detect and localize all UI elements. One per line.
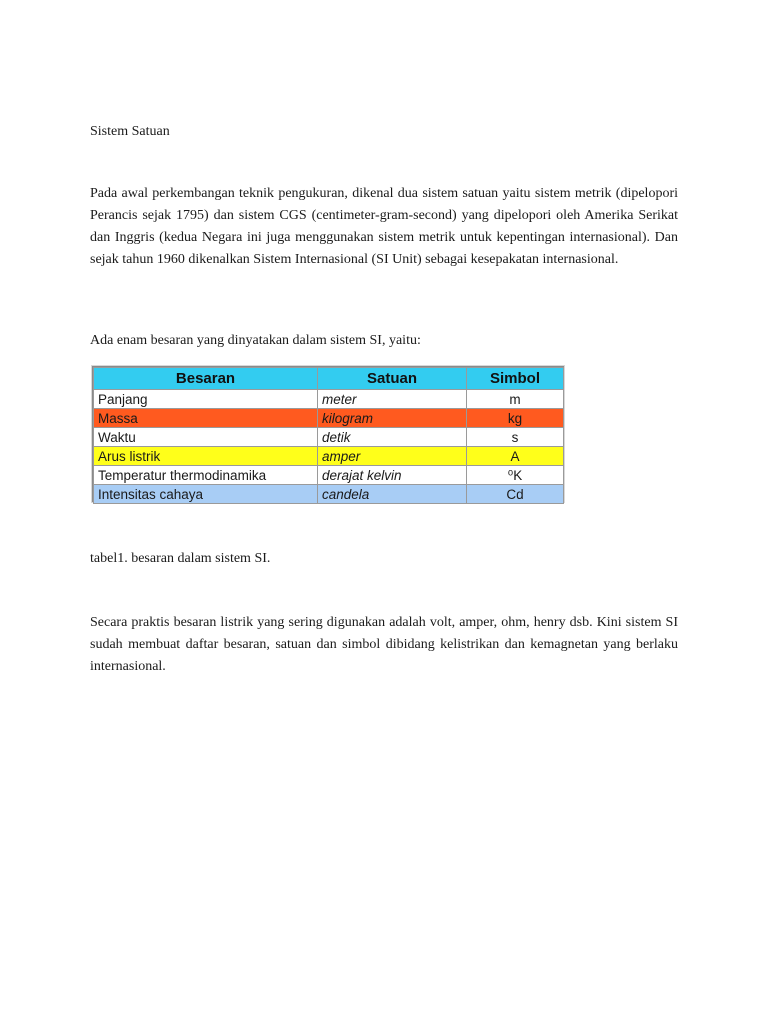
si-table (93, 367, 564, 504)
table-row (94, 390, 564, 409)
cell-besaran: Intensitas cahaya (94, 485, 318, 504)
table-row (94, 428, 564, 447)
cell-satuan: detik (318, 428, 467, 447)
cell-satuan: meter (318, 390, 467, 409)
paragraph-table-intro: Ada enam besaran yang dinyatakan dalam sistem SI, yaitu: (90, 333, 421, 348)
header-simbol: Simbol (467, 368, 564, 390)
cell-simbol: kg (467, 409, 564, 428)
cell-satuan: amper (318, 447, 467, 466)
cell-simbol: ⁰K (467, 466, 564, 485)
cell-simbol: A (467, 447, 564, 466)
table-header-row (94, 368, 564, 390)
table-caption: tabel1. besaran dalam sistem SI. (90, 551, 271, 566)
table-row (94, 409, 564, 428)
cell-besaran: Temperatur thermodinamika (94, 466, 318, 485)
paragraph-closing: Secara praktis besaran listrik yang sering digunakan adalah volt, amper, ohm, henry dsb. Kini sistem SI sudah membuat daftar besaran, satuan dan simbol dibidang kelistrikan dan kemagnetan yang berlaku internasional. (90, 615, 678, 674)
cell-satuan: kilogram (318, 409, 467, 428)
paragraph-intro: Pada awal perkembangan teknik pengukuran, dikenal dua sistem satuan yaitu sistem metrik (dipelopori Perancis sejak 1795) dan sistem CGS (centimeter-gram-second) yang dipelopori oleh Amerika Serikat dan Inggris (kedua Negara ini juga menggunakan sistem metrik untuk kepentingan internasional). Dan sejak tahun 1960 dikenalkan Sistem Internasional (SI Unit) sebagai kesepakatan internasional. (90, 186, 678, 267)
cell-simbol: s (467, 428, 564, 447)
cell-besaran: Panjang (94, 390, 318, 409)
cell-simbol: m (467, 390, 564, 409)
header-besaran: Besaran (94, 368, 318, 390)
cell-besaran: Arus listrik (94, 447, 318, 466)
si-units-table (92, 366, 564, 502)
header-satuan: Satuan (318, 368, 467, 390)
cell-besaran: Waktu (94, 428, 318, 447)
cell-satuan: derajat kelvin (318, 466, 467, 485)
table-row (94, 485, 564, 504)
cell-simbol: Cd (467, 485, 564, 504)
document-title: Sistem Satuan (90, 124, 170, 139)
table-row (94, 447, 564, 466)
table-row (94, 466, 564, 485)
cell-besaran: Massa (94, 409, 318, 428)
cell-satuan: candela (318, 485, 467, 504)
